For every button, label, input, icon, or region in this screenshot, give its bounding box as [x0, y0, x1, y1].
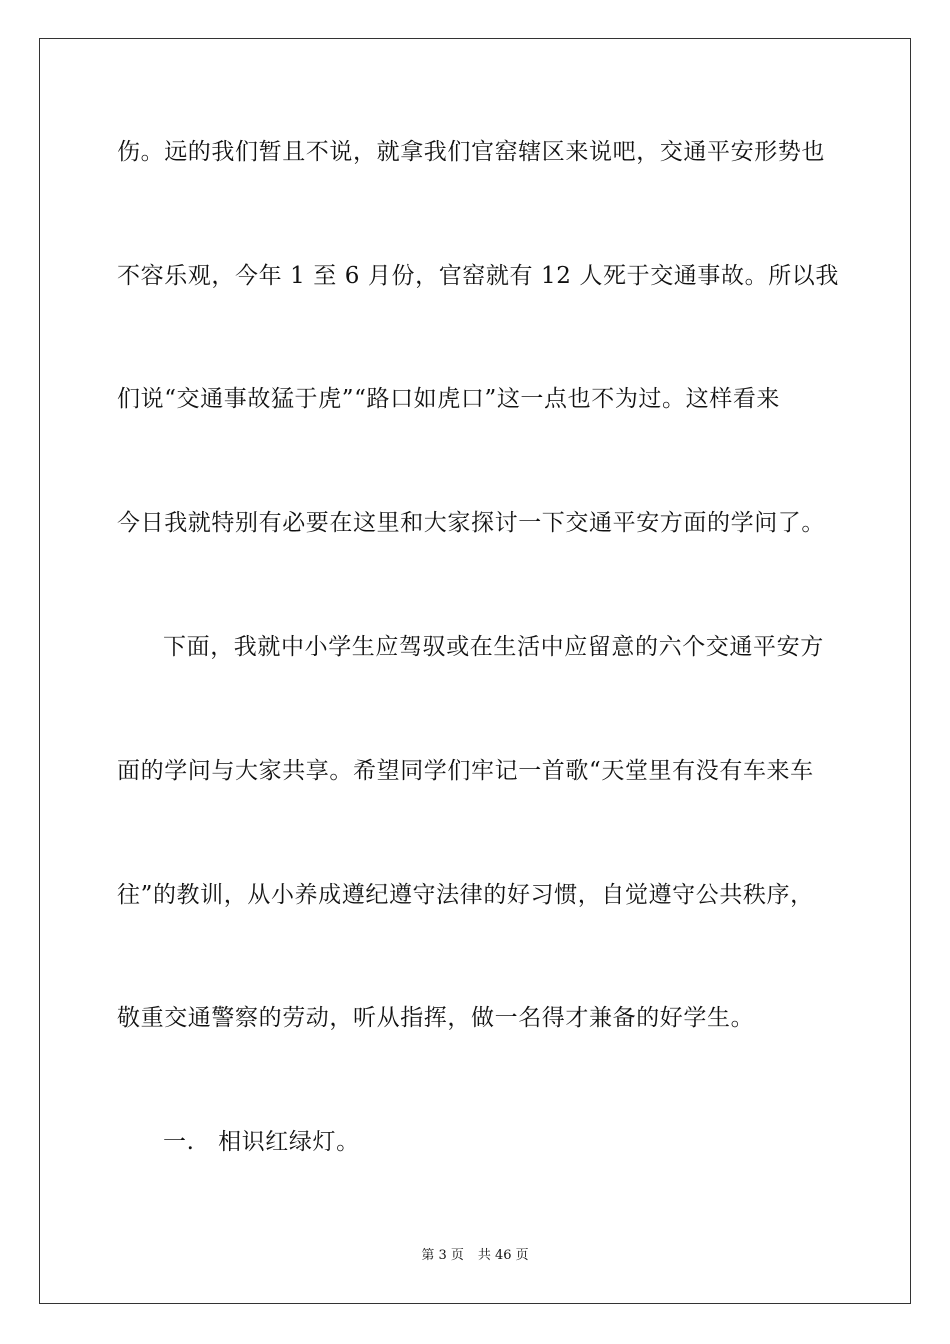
paragraph-line: 今日我就特别有必要在这里和大家探讨一下交通平安方面的学问了。: [117, 510, 825, 536]
page-border: [39, 38, 911, 1304]
page-number-total: 共 46 页: [477, 1248, 529, 1263]
paragraph-line: 往”的教训，从小养成遵纪遵守法律的好习惯，自觉遵守公共秩序，: [117, 882, 814, 908]
page-number-current: 第 3 页: [421, 1248, 464, 1263]
paragraph-line: 们说“交通事故猛于虎”“路口如虎口”这一点也不为过。这样看来: [117, 386, 781, 412]
section-heading: 一. 相识红绿灯。: [163, 1129, 360, 1155]
paragraph-line: 面的学问与大家共享。希望同学们牢记一首歌“天堂里有没有车来车: [117, 758, 814, 784]
paragraph-line: 不容乐观，今年 1 至 6 月份，官窑就有 12 人死于交通事故。所以我: [117, 263, 839, 289]
paragraph-line: 伤。远的我们暂且不说，就拿我们官窑辖区来说吧，交通平安形势也: [117, 139, 825, 165]
paragraph-line: 敬重交通警察的劳动，听从指挥，做一名得才兼备的好学生。: [117, 1005, 755, 1031]
paragraph-line: 下面，我就中小学生应驾驭或在生活中应留意的六个交通平安方: [163, 634, 824, 660]
page-footer: [0, 1247, 950, 1265]
